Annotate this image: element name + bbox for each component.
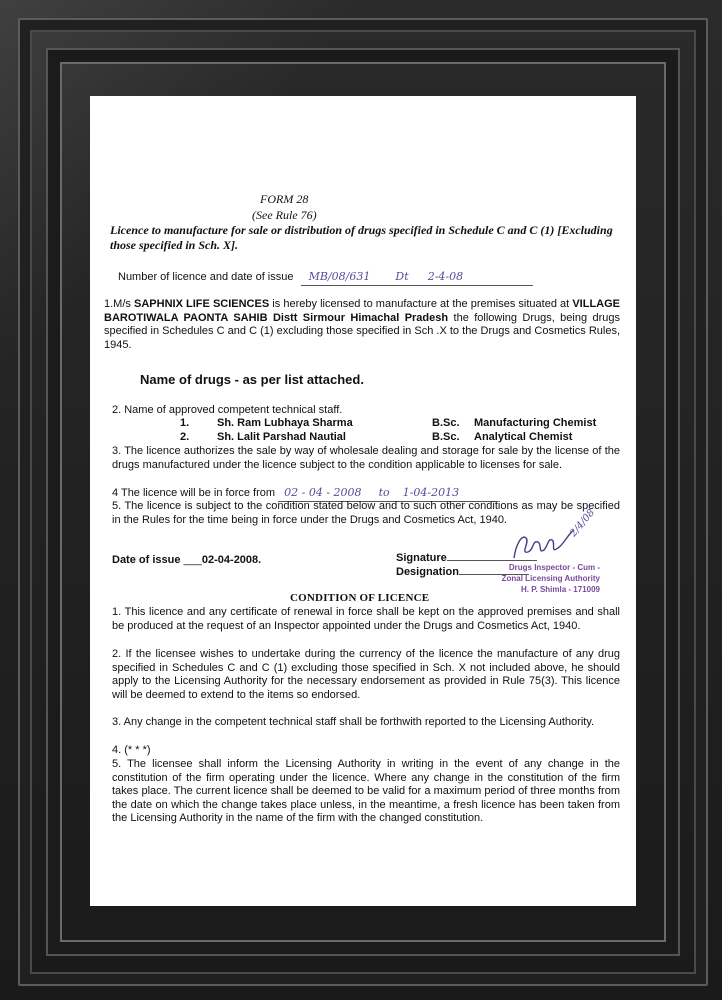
premises: VILLAGE BAROTIWALA PAONTA SAHIB: [104, 298, 621, 324]
para1-text: is hereby licensed to manufacture at the premises situated at: [272, 298, 570, 310]
staff-2-name: Sh. Lalit Parshad Nautial: [217, 431, 346, 443]
valid-to: 1-04-2013: [402, 486, 460, 499]
drugs-line: Name of drugs - as per list attached.: [140, 372, 364, 387]
form-rule: (See Rule 76): [252, 208, 317, 222]
paragraph-5: 5. The licence is subject to the condition stated below and to such other conditions as may be specified in the Rules for the time being in force under the Drugs and Cosmetics Act, 1940.: [112, 500, 620, 526]
staff-2-role: Analytical Chemist: [474, 431, 573, 443]
licence-number-field: [301, 270, 533, 286]
para2-label: 2. Name of approved competent technical staff.: [112, 404, 343, 416]
condition-5: 5. The licensee shall inform the Licensing Authority in writing in the event of any change in the constitution of the firm operating under the licence. Where any change in the constitution of the firm takes place. The current licence shall be deemed to be valid for a maximum period of three months from the date on which the change takes place unless, in the meantime, a fresh licence has been taken from the Licensing Authority in the name of the firm with the changed constitution.: [112, 758, 620, 824]
condition-1: 1. This licence and any certificate of renewal in force shall be kept on the approved premises and shall be produced at the request of an Inspector appointed under the Drugs and Cosmetics Act, 1940.: [112, 606, 620, 632]
para1-prefix: 1.M/s: [104, 298, 131, 310]
licence-number-line: [118, 270, 533, 286]
stamp-line-2: Zonal Licensing Authority: [501, 574, 600, 583]
firm-name: SAPHNIX LIFE SCIENCES: [134, 298, 270, 310]
valid-to-label: to: [378, 486, 390, 499]
staff-1-num: 1.: [180, 417, 190, 429]
licence-number-label: Number of licence and date of issue: [118, 271, 294, 283]
district: Distt Sirmour: [272, 311, 345, 324]
paragraph-3: 3. The licence authorizes the sale by way of wholesale dealing and storage for sale by the license of the drugs manufactured under the licence subject to the condition applicable to licenses for sale.: [112, 445, 620, 471]
staff-1-name: Sh. Ram Lubhaya Sharma: [217, 417, 353, 429]
para4-label: 4 The licence will be in force from: [112, 487, 276, 499]
issue-label: Date of issue: [112, 554, 181, 566]
conditions-title: CONDITION OF LICENCE: [290, 592, 430, 604]
official-stamp: [476, 562, 600, 595]
licence-date-value: 2-4-08: [427, 270, 464, 283]
form-title: FORM 28: [260, 192, 309, 206]
signature-label: Signature: [396, 552, 447, 564]
designation-label: Designation: [396, 566, 459, 578]
signature-date: 2/4/08: [568, 507, 598, 540]
staff-2-qual: B.Sc.: [432, 431, 460, 443]
state: Himachal Pradesh: [350, 311, 449, 324]
stamp-line-1: Drugs Inspector - Cum -: [508, 563, 600, 572]
issue-line: Date of issue ___02-04-2008.: [112, 554, 262, 566]
licence-document: [90, 96, 636, 906]
paragraph-1: [104, 298, 620, 352]
para1-text-2: the following Drugs, being drugs specified in Schedules C and C (1) excluding those specified in Sch .X to the Drugs and Cosmetics Rules, 1945.: [104, 311, 621, 351]
staff-1-role: Manufacturing Chemist: [474, 417, 597, 429]
condition-2: 2. If the licensee wishes to undertake during the currency of the licence the manufacture of any drug specified in Schedules C and C (1) excluding those specified in Sch. X not included above, he should apply to the Licensing Authority for the necessary endorsement as provided in Rule 75(3). This licence will be deemed to extend to the items so endorsed.: [112, 648, 620, 701]
stamp-line-3: H. P. Shimla - 171009: [520, 585, 600, 594]
staff-1-qual: B.Sc.: [432, 417, 460, 429]
form-heading: Licence to manufacture for sale or distribution of drugs specified in Schedule C and C (1) [Excluding those specified in Sch. X].: [110, 223, 613, 252]
condition-3: 3. Any change in the competent technical staff shall be forthwith reported to the Licensing Authority.: [112, 716, 595, 728]
valid-from: 02 - 04 - 2008: [284, 486, 362, 499]
licence-number-value: MB/08/631: [308, 270, 371, 283]
condition-4: 4. (* * *): [112, 744, 151, 756]
issue-date: 02-04-2008.: [201, 554, 262, 566]
staff-2-num: 2.: [180, 431, 190, 443]
licence-dt-label: Dt: [395, 270, 409, 283]
